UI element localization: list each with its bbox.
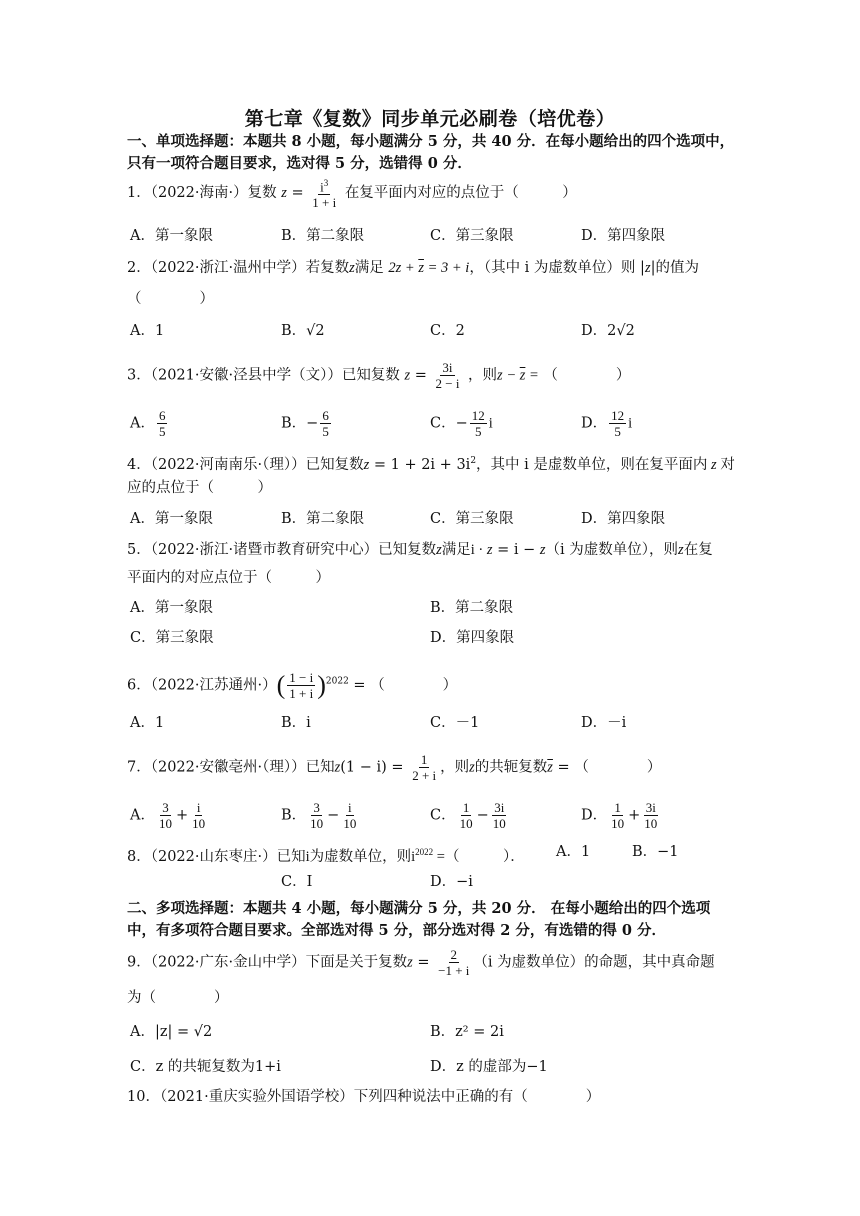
- question-2: 2．（2022·浙江·温州中学）若复数z满足 $2z + \overline{z} = 3 + i$，（其中 i 为虚数单位）则 |z|的值为: [127, 260, 699, 276]
- q4-option-a[interactable]: A．第一象限: [130, 511, 213, 527]
- question-4-line2: 应的点位于（ ）: [127, 480, 272, 496]
- question-2-line2: （ ）: [127, 291, 214, 307]
- q1-option-a[interactable]: A．第一象限: [130, 228, 213, 244]
- q9-option-d[interactable]: D．z 的虚部为−1: [430, 1059, 548, 1075]
- q6-option-d[interactable]: D．－i: [581, 715, 627, 731]
- q2-option-b[interactable]: B．√2: [281, 323, 325, 339]
- q1-option-d[interactable]: D．第四象限: [581, 228, 666, 244]
- q8-option-a[interactable]: A．1: [556, 844, 591, 860]
- question-5-line2: 平面内的对应点位于（ ）: [127, 570, 330, 586]
- q3-option-c[interactable]: C．− $\frac{12}{5}$ i: [430, 408, 493, 439]
- page-title: 第七章《复数》同步单元必刷卷（培优卷）: [244, 108, 616, 130]
- q2-option-a[interactable]: A．1: [130, 323, 165, 339]
- q9-option-c[interactable]: C．z 的共轭复数为1+i: [130, 1059, 281, 1075]
- question-6: 6．（2022·江苏通州·）( $\frac{1 - i}{1 + i}$ )$^{2022}$ = （ ）: [127, 670, 458, 701]
- question-8: 8．（2022·山东枣庄·）已知i为虚数单位，则$i^{2022}$ =（ ）．: [127, 847, 525, 865]
- question-10: 10．（2021·重庆实验外国语学校）下列四种说法中正确的有（ ）: [127, 1089, 601, 1105]
- question-9: 9．（2022·广东·金山中学）下面是关于复数z = $\frac{2}{-1 + i}$ （i 为虚数单位）的命题，其中真命题: [127, 947, 715, 978]
- q5-option-b[interactable]: B．第二象限: [430, 600, 514, 616]
- q5-option-d[interactable]: D．第四象限: [430, 630, 515, 646]
- q3-option-b[interactable]: B．− $\frac{6}{5}$: [281, 408, 329, 439]
- question-3: 3．（2021·安徽·泾县中学（文））已知复数 z = $\frac{3i}{2 - i}$ ，则$z - \overline{z}$ = （ ）: [127, 360, 631, 391]
- q2-option-c[interactable]: C．2: [430, 323, 465, 339]
- question-5: 5．（2022·浙江·诸暨市教育研究中心）已知复数z满足i · z = i − z（i 为虚数单位），则z在复: [127, 542, 713, 558]
- q1-option-b[interactable]: B．第二象限: [281, 228, 365, 244]
- q6-option-b[interactable]: B．i: [281, 715, 311, 731]
- q9-option-b[interactable]: B．z² = 2i: [430, 1024, 504, 1040]
- question-1: 1．（2022·海南·）复数 z = $\frac{i^3}{1 + i}$ 在复平面内对应的点位于（ ）: [127, 178, 577, 211]
- q8-option-d[interactable]: D．−i: [430, 874, 473, 890]
- q6-option-a[interactable]: A．1: [130, 715, 165, 731]
- q1-option-c[interactable]: C．第三象限: [430, 228, 514, 244]
- q8-option-b[interactable]: B．−1: [632, 844, 679, 860]
- q7-option-b[interactable]: B． $\frac{3}{10}$ − $\frac{i}{10}$: [281, 800, 357, 831]
- q9-option-a[interactable]: A．|z| = √2: [130, 1024, 213, 1040]
- question-7: 7．（2022·安徽亳州·（理））已知z(1 − i) = $\frac{1}{2 + i}$ ，则z的共轭复数$\overline{z}$ = （ ）: [127, 752, 662, 783]
- q4-option-c[interactable]: C．第三象限: [430, 511, 514, 527]
- q7-option-a[interactable]: A． $\frac{3}{10}$ + $\frac{i}{10}$: [130, 800, 206, 831]
- section-multi-choice-instructions: 二、多项选择题：本题共 4 小题，每小题满分 5 分，共 20 分． 在每小题给出的四个选项中，有多项符合题目要求。全部选对得 5 分，部分选对得 2 分，有选错的得 0 分．: [127, 900, 711, 939]
- q5-option-c[interactable]: C．第三象限: [130, 630, 214, 646]
- question-4: 4．（2022·河南南乐·（理））已知复数$z = 1 + 2i + 3i^2$，其中 i 是虚数单位，则在复平面内 z 对: [127, 456, 735, 473]
- q8-option-c[interactable]: C．I: [281, 874, 313, 890]
- q5-option-a[interactable]: A．第一象限: [130, 600, 213, 616]
- question-9-line2: 为（ ）: [127, 990, 229, 1006]
- q2-option-d[interactable]: D．2√2: [581, 323, 635, 339]
- q7-option-d[interactable]: D． $\frac{1}{10}$ + $\frac{3i}{10}$: [581, 800, 658, 831]
- q4-option-d[interactable]: D．第四象限: [581, 511, 666, 527]
- q4-option-b[interactable]: B．第二象限: [281, 511, 365, 527]
- fraction: $\frac{i^3}{1 + i}$: [312, 178, 337, 211]
- q3-option-a[interactable]: A． $\frac{6}{5}$: [130, 408, 166, 439]
- q7-option-c[interactable]: C． $\frac{1}{10}$ − $\frac{3i}{10}$: [430, 800, 506, 831]
- q3-option-d[interactable]: D． $\frac{12}{5}$ i: [581, 408, 633, 439]
- q6-option-c[interactable]: C．－1: [430, 715, 480, 731]
- section-single-choice-instructions: 一、单项选择题：本题共 8 小题，每小题满分 5 分，共 40 分．在每小题给出的四个选项中，只有一项符合题目要求，选对得 5 分，选错得 0 分．: [127, 133, 735, 172]
